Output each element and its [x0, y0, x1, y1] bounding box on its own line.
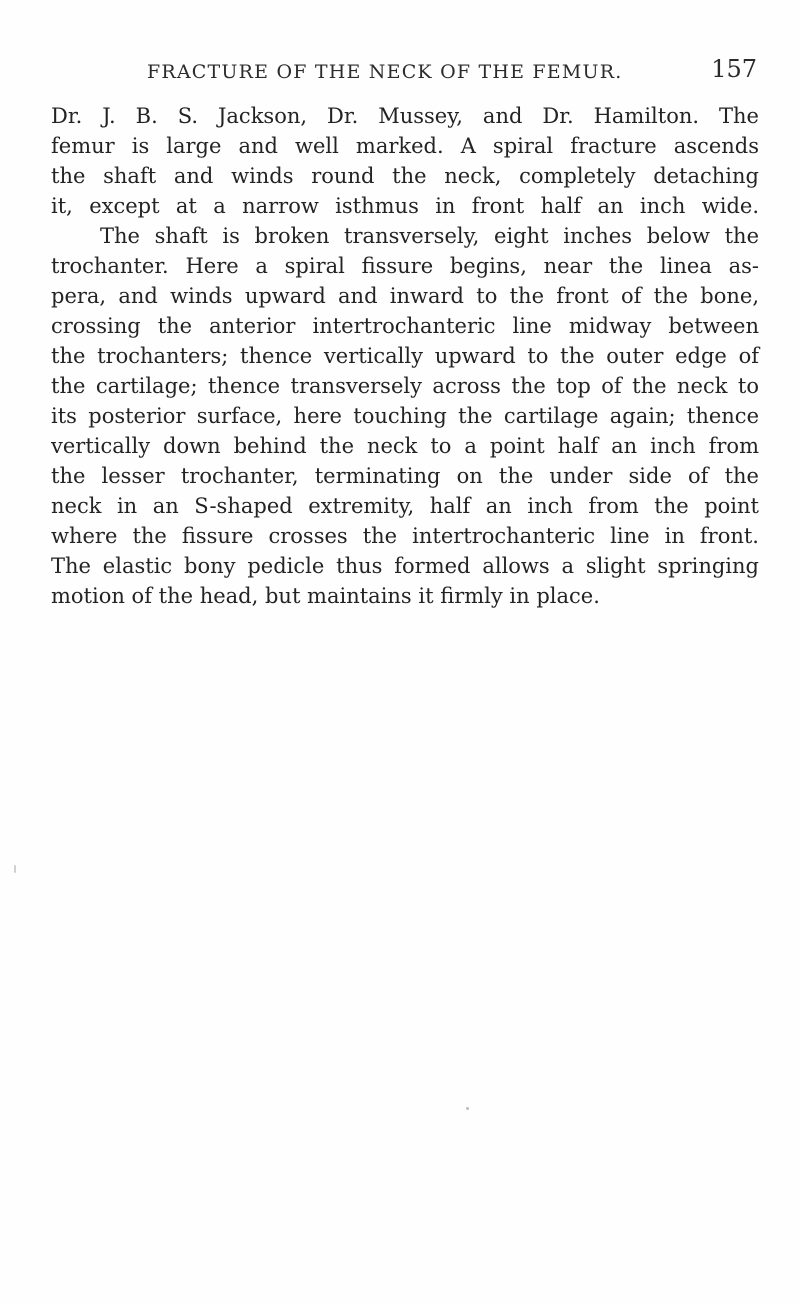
- text-line: crossing the anterior intertrochanteric line midway between: [51, 314, 759, 338]
- text-line: the trochanters; thence vertically upward to the outer edge of: [51, 344, 759, 368]
- text-line: The shaft is broken transversely, eight inches below the: [100, 224, 759, 248]
- text-line: Dr. J. B. S. Jackson, Dr. Mussey, and Dr. Hamilton. The: [51, 104, 759, 128]
- paper-speck: [466, 1107, 469, 1110]
- running-title: FRACTURE OF THE NECK OF THE FEMUR.: [147, 61, 623, 83]
- text-line: it, except at a narrow isthmus in front half an inch wide.: [51, 194, 759, 218]
- text-line: neck in an S-shaped extremity, half an inch from the point: [51, 494, 759, 518]
- text-line: vertically down behind the neck to a point half an inch from: [51, 434, 759, 458]
- text-line: femur is large and well marked. A spiral fracture ascends: [51, 134, 759, 158]
- text-line: the shaft and winds round the neck, completely detaching: [51, 164, 759, 188]
- body-text: [51, 101, 759, 611]
- running-head: [51, 55, 757, 91]
- text-line: pera, and winds upward and inward to the front of the bone,: [51, 284, 759, 308]
- text-line: trochanter. Here a spiral fissure begins, near the linea as-: [51, 254, 759, 278]
- text-line: the lesser trochanter, terminating on the under side of the: [51, 464, 759, 488]
- text-line: The elastic bony pedicle thus formed allows a slight springing: [51, 554, 759, 578]
- text-line: motion of the head, but maintains it firmly in place.: [51, 584, 600, 608]
- paper-speck: [14, 865, 16, 873]
- text-line: where the fissure crosses the intertrochanteric line in front.: [51, 524, 759, 548]
- text-line: its posterior surface, here touching the cartilage again; thence: [51, 404, 759, 428]
- text-line: the cartilage; thence transversely across the top of the neck to: [51, 374, 759, 398]
- page-number: 157: [711, 55, 757, 83]
